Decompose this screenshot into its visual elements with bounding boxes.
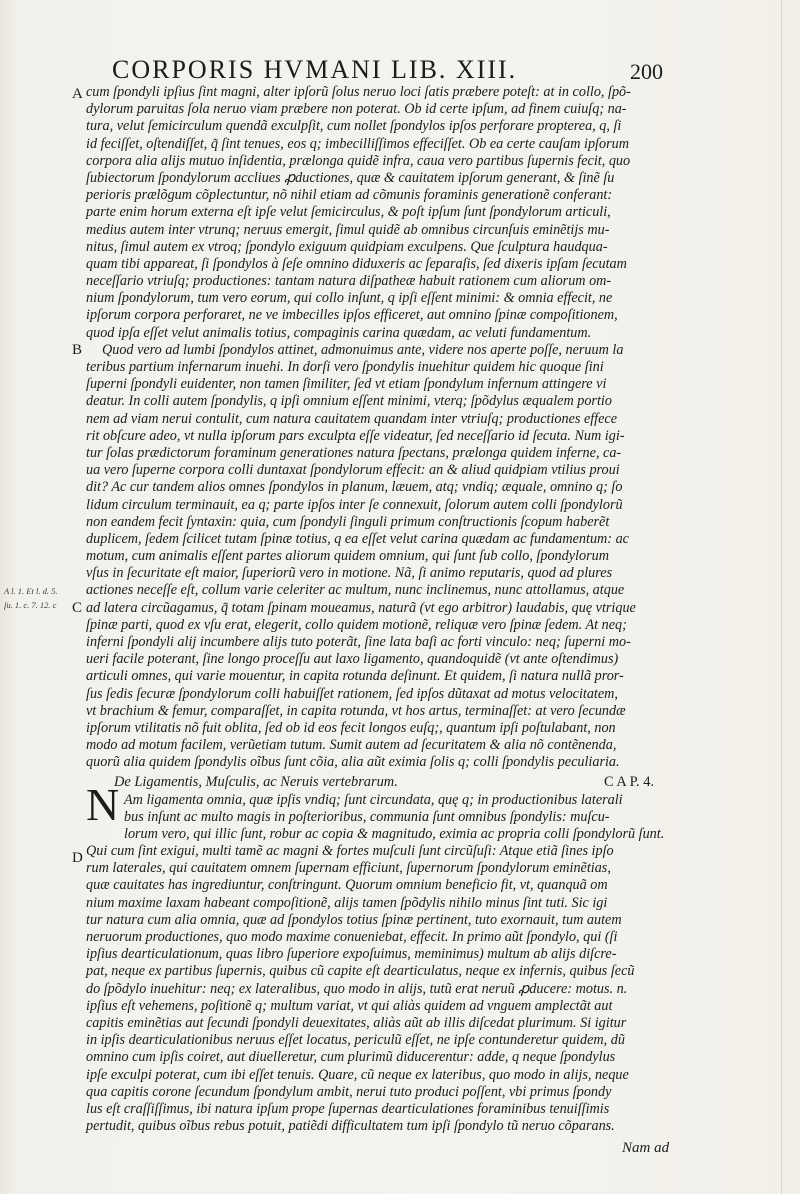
chapter-number: C A P. 4. (604, 773, 654, 790)
text-line: modo ad motum facilem, verũetiam tutum. Sumit autem ad ſecuritatem & alia nõ contẽnenda, (86, 737, 617, 754)
chapter-heading (86, 773, 698, 792)
text-line: inferni ſpondyli alij incumbere alijs tuto poterãt, ſine lata baſi ac forti vinculo: neq; ſuperni mo- (86, 634, 631, 650)
text-line: articuli omnes, qui varie mouentur, in capita rotunda deſinunt. Et quidem, ſi natura nullã pror- (86, 668, 624, 685)
paragraph-3 (86, 792, 698, 1136)
text-line: pat, neque ex partibus ſupernis, quibus cũ capite eſt dearticulatus, neque ex infernis, quibus ſecũ (86, 963, 635, 980)
text-line: ſubiectorum ſpondylorum accliues ꝓductiones, quæ & cauitatem ipſorum generant, & ſinẽ ſu (86, 169, 615, 186)
text-line: ſus ſedis ſecuræ ſpondylorum colli habuiſſet rationem, ſed ipſos dũtaxat ad motus velocitatem, (86, 685, 618, 702)
section-letter-b: B (72, 342, 83, 358)
text-line: nem ad viam nerui contulit, cum natura cauitatem quandam inter vtriuſq; productiones effece (86, 410, 618, 427)
text-line: Qui cum ſint exigui, multi tamẽ ac magni & fortes muſculi ſunt circũſuſi: Atque etiã ſines ipſo (86, 843, 614, 860)
text-line: quam tibi appareat, ſi ſpondylos à ſeſe omnino diduxeris ac ſeparaſis, ſed dixeris ipſam ſecutam (86, 255, 627, 272)
text-line: medius autem inter vtrunq; neruus emergit, ſimul quidẽ ab omnibus circunſuis eminẽtijs mu- (86, 221, 610, 238)
text-line: ipſius dearticulationum, quas libro ſuperiore expoſuimus, meminimus) multum ab alijs diſcre- (86, 946, 617, 963)
text-line: ipſe exculpi poterat, cum ibi eſſet tenuis. Quare, cũ neque ex lateribus, quo modo in alijs, neque (86, 1066, 629, 1083)
page-header (112, 52, 712, 88)
drop-cap-letter: N (86, 779, 120, 830)
text-line: rum laterales, qui cauitatem omnem ſupernam efficiunt, ſupernorum ſpondylorum eminẽtias, (86, 860, 611, 877)
text-line: quorũ alia quidem ſpondylis oĩbus ſunt cõia, alia aũt eximia ſolis q; colli ſpondylis peculiaria. (86, 754, 620, 771)
text-line: id feciſſet, oſtendiſſet, q̃ ſint tenues, eos q; imbecilliſſimos effeciſſet. Ob ea certe cauſam ipſorum (86, 135, 629, 152)
page-edge-line (781, 0, 782, 1194)
marginal-note: A l. 1. Et l. d. 5. (4, 586, 58, 596)
text-line: bus inſunt ac multo magis in poſterioribus, communia ſunt omnibus ſpondylis: muſcu- (124, 808, 610, 825)
text-line: corpora alia alijs mutuo inſidentia, prælonga quidẽ infra, caua vero partibus ſupernis fecit, quo (86, 152, 631, 169)
text-line: quæ cauitates has ingrediuntur, conſtringunt. Quorum omnium beneficio fit, vt, quanquã om (86, 877, 608, 894)
paragraph-2 (86, 342, 698, 772)
text-line: Am ligamenta omnia, quæ ipſis vndiq; ſunt circundata, quę q; in productionibus laterali (124, 791, 623, 808)
text-line: cum ſpondyli ipſius ſint magni, alter ipſorũ ſolus neruo loci ſatis præbere poteſt: at in collo, ſpõ- (86, 84, 631, 100)
marginal-note: ſu. 1. c. 7. 12. c (4, 600, 57, 610)
text-line: motum, cum animalis eſſent partes aliorum quidem omnium, qui ſunt ſub collo, ſpondylorum (86, 548, 609, 565)
text-line: lorum vero, qui illic ſunt, robur ac copia & magnitudo, eximia ac propria colli ſpondylorũ ſunt. (124, 825, 665, 842)
main-text (86, 84, 698, 1135)
running-title: CORPORIS HVMANI LIB. XIII. (112, 55, 518, 84)
text-line: duplicem, ſedem ſcilicet tutam ſpinæ totius, q ea eſſet velut carina quædam ac fundamentum: ac (86, 530, 629, 547)
section-letter-c: C (72, 600, 83, 616)
text-line: ſpinæ parti, quod ex vſu erat, elegerit, collo quidem motionẽ, reliquæ vero ſpinæ ſedem. At neq; (86, 616, 627, 633)
text-line: dylorum paruitas ſola neruo viam præbere non poterat. Ob id certe ipſum, ad finem cuiuſq; na- (86, 101, 627, 118)
text-line: capitis eminẽtias aut ſecundi ſpondyli deuexitates, aliàs aũt ab illis diſcedat plurimum. Si igitur (86, 1014, 627, 1031)
text-line: tura, velut ſemicirculum quendã exculpſit, cum nollet ſpondylos ipſos perforare propterea, q, ſi (86, 118, 622, 135)
text-line: lidum circulum terminauit, ea q; parte ipſos inter ſe connexuit, ſolorum autem colli ſpondylorũ (86, 496, 623, 513)
text-line: in ipſis dearticulationibus neruus eſſet locatus, periculũ eſſet, ne ipſe contunderetur quidem, dũ (86, 1032, 625, 1049)
text-line: dit? Ac cur tandem alios omnes ſpondylos in planum, læuem, atq; vndiq; æquale, omnino q; ſo (86, 479, 623, 496)
text-line: nium maxime laxam habeant compoſitionẽ, alijs tamen ſpõdylis nihilo minus ſint tuti. Sic igi (86, 894, 608, 911)
text-line: ipſorum corpora perforaret, ne ve imbecilles ipſos efficeret, aut omnino ſpinæ compoſitionem, (86, 307, 618, 324)
text-line: neruorum productiones, quo modo maxime conueniebat, effecit. In primo aũt ſpondylo, qui (ſi (86, 929, 618, 945)
text-line: quod ipſa eſſet velut animalis totius, compaginis carina quædam, ac veluti fundamentum. (86, 324, 592, 341)
section-letter-d: D (72, 850, 83, 866)
text-line: actiones neceſſe eſt, collum varie celeriter ac multum, nunc inclinemus, nunc attollamus, atque (86, 582, 625, 599)
text-line: nitus, ſimul autem ex vtroq; ſpondylo exiguum quidpiam exculpens. Que ſculptura haudqua- (86, 238, 608, 255)
text-line: ua vero ſuperne corpora colli duntaxat ſpondylorum effecit: an & aliud quidpiam vtilius proui (86, 462, 620, 479)
chapter-title: De Ligamentis, Muſculis, ac Neruis vertebrarum. (114, 773, 398, 790)
text-line: rit obſcure adeo, vt nulla ipſorum pars exculpta eſſe videatur, ſed neceſſario id ſecuta. Num igi- (86, 427, 625, 444)
text-line: vſus in ſecuritate eſt maior, ſuperiorũ vero in motione. Nã, ſi animo reputaris, quod ad plures (86, 565, 613, 582)
text-line: pertudit, quibus oĩbus rebus potuit, patiẽdi difficultatem tum ipſi ſpondylo tũ neruo cõparans. (86, 1118, 615, 1135)
text-line: omnino cum ipſis coiret, aut diuelleretur, cum plurimũ diducerentur: adde, q neque ſpondylus (86, 1049, 616, 1066)
text-line: ipſius eſt vehemens, poſitionẽ q; multum variat, vt qui aliàs quidem ad vnguem amplectãt aut (86, 997, 613, 1014)
text-line: Quod vero ad lumbi ſpondylos attinet, admonuimus ante, videre nos aperte poſſe, neruum la (102, 341, 624, 358)
text-line: deatur. In colli autem ſpondylis, q ipſi omnium eſſent minimi, vterq; ſpõdylus æqualem portio (86, 393, 612, 410)
text-line: nium ſpondylorum, tum vero eorum, qui collo inſunt, q ipſi eſſent minimi: & omnia effecit, ne (86, 290, 613, 307)
text-line: teribus partium infernarum inuehi. In dorſi vero ſpondylis inuehitur quidem hic quoque ſini (86, 359, 604, 375)
text-line: ipſorum vtilitatis nõ fuit oblita, ſed ob id eos fecit longos euſq;, quantum ipſi poſtulabant, non (86, 719, 616, 736)
text-line: neceſſario vtriuſq; productiones: tantam natura diſpatheæ habuit rationem cum aliorum om- (86, 273, 612, 290)
text-line: ſuperni ſpondyli euidenter, non tamen ſimiliter, ſed vt etiam ſpondylum infernum attingere vi (86, 376, 607, 393)
paragraph-1 (86, 84, 698, 342)
text-line: qua capitis corone ſecundum ſpondylum ambit, nerui tuto produci poſſent, vbi primus ſpondy (86, 1083, 612, 1100)
text-line: do ſpõdylo inuehitur: neq; ex lateralibus, quo modo in alijs, tutũ erat neruũ ꝓducere: motus. n. (86, 980, 628, 997)
text-line: lus eſt craſſiſſimus, ibi natura ipſum prope ſupernas dearticulationes foraminibus tenuiſſimis (86, 1100, 610, 1117)
section-letter-a: A (72, 86, 83, 102)
catchword: Nam ad (622, 1140, 670, 1156)
text-line: tur ſolas prædictorum foraminum generationes natura ſpectans, prælonga quidem inferne, ca- (86, 444, 622, 461)
text-line: perioris prælõgum cõplectuntur, nõ nihil etiam ad cõmunis foraminis generationẽ conferant: (86, 187, 613, 204)
text-line: parte enim horum externa eſt ipſe velut ſemicirculus, & poſt ipſum ſunt ſpondylorum articuli, (86, 204, 611, 221)
text-line: ad latera circũagamus, q̃ totam ſpinam moueamus, naturã (vt ego arbitror) laudabis, quę vtrique (86, 599, 636, 616)
page-number: 200 (630, 59, 663, 84)
text-line: tur natura cum alia omnia, quæ ad ſpondylos totius ſpinæ pertinent, tuto exornauit, tum autem (86, 911, 622, 928)
text-line: vt brachium & femur, comparaſſet, in capita rotunda, vt hos artus, terminaſſet: at vero ſecundæ (86, 702, 626, 719)
text-line: ueri facile poterant, ſine longo proceſſu aut laxo ligamento, quandoquidẽ (vt ante oſtendimus) (86, 651, 619, 668)
text-line: non eandem fecit ſyntaxin: quia, cum ſpondyli ſinguli primum conſtructionis ſcopum haberẽt (86, 513, 610, 530)
